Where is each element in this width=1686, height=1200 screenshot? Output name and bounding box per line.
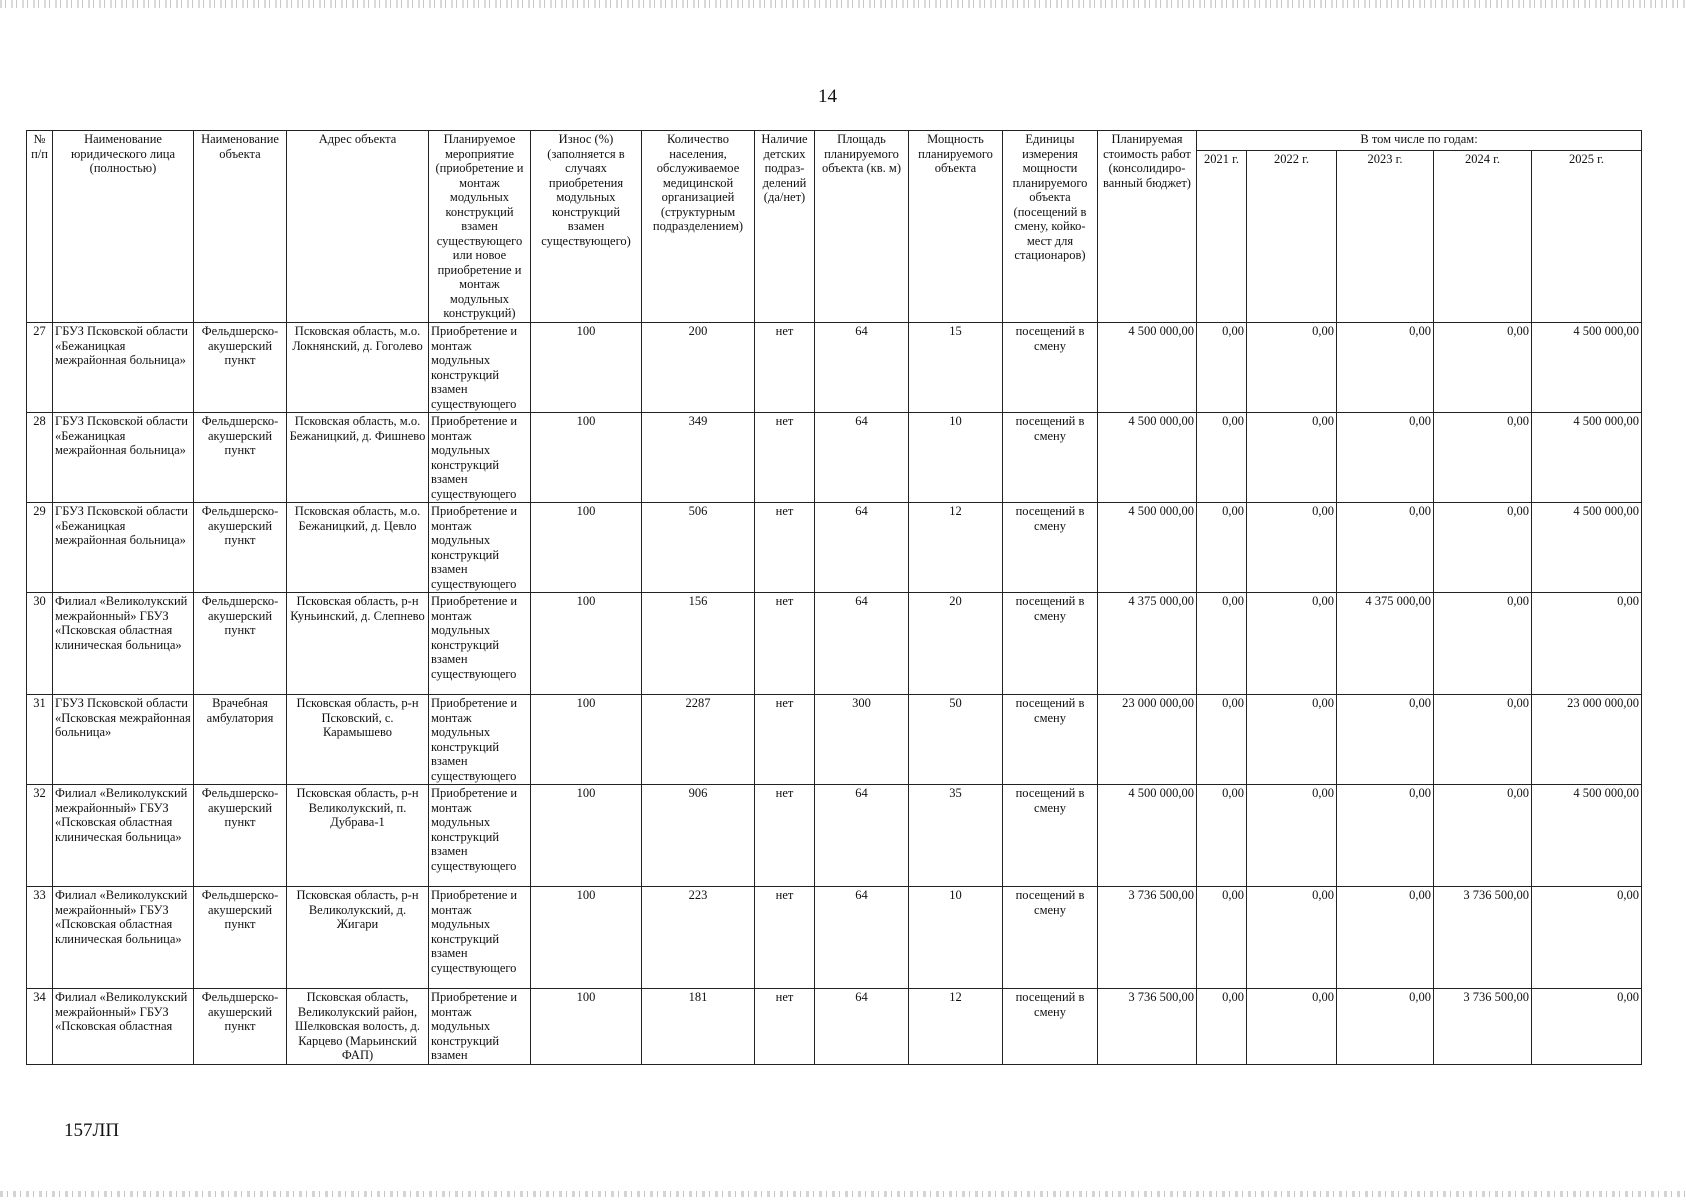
cost-2025: 4 500 000,00 (1532, 413, 1642, 503)
table-body (27, 323, 1642, 1065)
object-address: Псковская область, р-н Великолукский, д. Жигари (287, 887, 429, 989)
planned-cost: 4 500 000,00 (1098, 413, 1197, 503)
object-name: Врачебная амбулатория (194, 695, 287, 785)
object-capacity: 20 (909, 593, 1003, 695)
object-address: Псковская область, р-н Куньинский, д. Слепнево (287, 593, 429, 695)
legal-entity-name: ГБУЗ Псковской области «Бежаницкая межрайонная больница» (53, 413, 194, 503)
wear-percent: 100 (531, 413, 642, 503)
capacity-units: посещений в смену (1003, 695, 1098, 785)
header-num: № п/п (27, 131, 53, 323)
wear-percent: 100 (531, 887, 642, 989)
cost-2025: 0,00 (1532, 887, 1642, 989)
page-number: 14 (818, 86, 837, 107)
cost-2022: 0,00 (1247, 989, 1337, 1065)
cost-2024: 3 736 500,00 (1434, 989, 1532, 1065)
planned-event: Приобретение и монтаж модульных конструкций взамен существующего (429, 887, 531, 989)
table-row (27, 413, 1642, 503)
cost-2023: 0,00 (1337, 503, 1434, 593)
header-area: Площадь планируемого объекта (кв. м) (815, 131, 909, 323)
header-legal-name: Наименование юридического лица (полностью) (53, 131, 194, 323)
object-area: 64 (815, 887, 909, 989)
header-wear: Износ (%) (заполняется в случаях приобретения модульных конструкций взамен существующего) (531, 131, 642, 323)
children-units: нет (755, 503, 815, 593)
scan-edge-top (0, 0, 1686, 8)
cost-2021: 0,00 (1197, 413, 1247, 503)
cost-2023: 0,00 (1337, 887, 1434, 989)
object-address: Псковская область, м.о. Бежаницкий, д. Фишнево (287, 413, 429, 503)
cost-2024: 0,00 (1434, 785, 1532, 887)
wear-percent: 100 (531, 989, 642, 1065)
planned-cost: 3 736 500,00 (1098, 989, 1197, 1065)
object-capacity: 10 (909, 887, 1003, 989)
row-number: 31 (27, 695, 53, 785)
cost-2025: 4 500 000,00 (1532, 503, 1642, 593)
cost-2025: 4 500 000,00 (1532, 323, 1642, 413)
object-address: Псковская область, р-н Великолукский, п. Дубрава-1 (287, 785, 429, 887)
cost-2024: 0,00 (1434, 323, 1532, 413)
header-year-2022: 2022 г. (1247, 151, 1337, 323)
planned-cost: 23 000 000,00 (1098, 695, 1197, 785)
cost-2024: 0,00 (1434, 593, 1532, 695)
wear-percent: 100 (531, 593, 642, 695)
object-area: 64 (815, 989, 909, 1065)
table-row (27, 695, 1642, 785)
table-header (27, 131, 1642, 323)
cost-2021: 0,00 (1197, 593, 1247, 695)
row-number: 34 (27, 989, 53, 1065)
planned-cost: 4 375 000,00 (1098, 593, 1197, 695)
object-address: Псковская область, м.о. Бежаницкий, д. Цевло (287, 503, 429, 593)
object-area: 64 (815, 413, 909, 503)
population-count: 506 (642, 503, 755, 593)
population-count: 349 (642, 413, 755, 503)
cost-2022: 0,00 (1247, 593, 1337, 695)
planned-cost: 3 736 500,00 (1098, 887, 1197, 989)
object-address: Псковская область, м.о. Локнянский, д. Гоголево (287, 323, 429, 413)
cost-2024: 0,00 (1434, 413, 1532, 503)
population-count: 906 (642, 785, 755, 887)
object-capacity: 50 (909, 695, 1003, 785)
legal-entity-name: Филиал «Великолукский межрайонный» ГБУЗ «Псковская областная клиническая больница» (53, 785, 194, 887)
capacity-units: посещений в смену (1003, 785, 1098, 887)
children-units: нет (755, 695, 815, 785)
header-by-years: В том числе по годам: (1197, 131, 1642, 151)
cost-2023: 4 375 000,00 (1337, 593, 1434, 695)
row-number: 32 (27, 785, 53, 887)
object-capacity: 15 (909, 323, 1003, 413)
capacity-units: посещений в смену (1003, 323, 1098, 413)
object-area: 300 (815, 695, 909, 785)
cost-2021: 0,00 (1197, 887, 1247, 989)
header-address: Адрес объекта (287, 131, 429, 323)
row-number: 30 (27, 593, 53, 695)
cost-2022: 0,00 (1247, 887, 1337, 989)
planned-event: Приобретение и монтаж модульных конструкций взамен существующего (429, 785, 531, 887)
children-units: нет (755, 989, 815, 1065)
planned-event: Приобретение и монтаж модульных конструкций взамен существующего (429, 323, 531, 413)
capacity-units: посещений в смену (1003, 887, 1098, 989)
legal-entity-name: ГБУЗ Псковской области «Бежаницкая межрайонная больница» (53, 323, 194, 413)
capacity-units: посещений в смену (1003, 593, 1098, 695)
object-area: 64 (815, 503, 909, 593)
object-name: Фельдшерско-акушерский пункт (194, 503, 287, 593)
header-units: Единицы измерения мощности планируемого объекта (посещений в смену, койко-мест для стационаров) (1003, 131, 1098, 323)
cost-2025: 0,00 (1532, 989, 1642, 1065)
cost-2022: 0,00 (1247, 695, 1337, 785)
object-name: Фельдшерско-акушерский пункт (194, 887, 287, 989)
table-row (27, 593, 1642, 695)
cost-2023: 0,00 (1337, 785, 1434, 887)
legal-entity-name: Филиал «Великолукский межрайонный» ГБУЗ «Псковская областная клиническая больница» (53, 593, 194, 695)
children-units: нет (755, 593, 815, 695)
capacity-units: посещений в смену (1003, 413, 1098, 503)
object-name: Фельдшерско-акушерский пункт (194, 989, 287, 1065)
header-year-2021: 2021 г. (1197, 151, 1247, 323)
header-capacity: Мощность планируемого объекта (909, 131, 1003, 323)
wear-percent: 100 (531, 785, 642, 887)
cost-2025: 0,00 (1532, 593, 1642, 695)
cost-2024: 0,00 (1434, 695, 1532, 785)
population-count: 200 (642, 323, 755, 413)
header-population: Количество населения, обслуживаемое медицинской организацией (структурным подразделением) (642, 131, 755, 323)
cost-2021: 0,00 (1197, 323, 1247, 413)
object-address: Псковская область, р-н Псковский, с. Карамышево (287, 695, 429, 785)
cost-2021: 0,00 (1197, 785, 1247, 887)
wear-percent: 100 (531, 503, 642, 593)
capacity-units: посещений в смену (1003, 989, 1098, 1065)
object-name: Фельдшерско-акушерский пункт (194, 323, 287, 413)
cost-2024: 3 736 500,00 (1434, 887, 1532, 989)
planned-event: Приобретение и монтаж модульных конструкций взамен существующего (429, 695, 531, 785)
planned-cost: 4 500 000,00 (1098, 785, 1197, 887)
children-units: нет (755, 323, 815, 413)
document-code: 157ЛП (64, 1120, 120, 1141)
object-name: Фельдшерско-акушерский пункт (194, 785, 287, 887)
row-number: 27 (27, 323, 53, 413)
cost-2023: 0,00 (1337, 989, 1434, 1065)
legal-entity-name: Филиал «Великолукский межрайонный» ГБУЗ «Псковская областная клиническая больница» (53, 887, 194, 989)
planned-cost: 4 500 000,00 (1098, 323, 1197, 413)
population-count: 2287 (642, 695, 755, 785)
header-cost: Планируемая стоимость работ (консолидиро- ванный бюджет) (1098, 131, 1197, 323)
planned-cost: 4 500 000,00 (1098, 503, 1197, 593)
cost-2021: 0,00 (1197, 503, 1247, 593)
cost-2022: 0,00 (1247, 323, 1337, 413)
object-capacity: 35 (909, 785, 1003, 887)
planned-event: Приобретение и монтаж модульных конструкций взамен существующего (429, 593, 531, 695)
wear-percent: 100 (531, 695, 642, 785)
cost-2025: 23 000 000,00 (1532, 695, 1642, 785)
header-event: Планируемое мероприятие (приобретение и монтаж модульных конструкций взамен существующего или новое приобретение и монтаж модульных конструкций) (429, 131, 531, 323)
table-row (27, 323, 1642, 413)
planned-event: Приобретение и монтаж модульных конструкций взамен существующего (429, 413, 531, 503)
children-units: нет (755, 785, 815, 887)
header-object-name: Наименование объекта (194, 131, 287, 323)
population-count: 223 (642, 887, 755, 989)
header-year-2024: 2024 г. (1434, 151, 1532, 323)
cost-2023: 0,00 (1337, 413, 1434, 503)
table-row (27, 989, 1642, 1065)
object-capacity: 12 (909, 989, 1003, 1065)
header-year-2025: 2025 г. (1532, 151, 1642, 323)
planned-event: Приобретение и монтаж модульных конструкций взамен (429, 989, 531, 1065)
children-units: нет (755, 887, 815, 989)
legal-entity-name: ГБУЗ Псковской области «Псковская межрайонная больница» (53, 695, 194, 785)
table-row (27, 503, 1642, 593)
row-number: 28 (27, 413, 53, 503)
population-count: 181 (642, 989, 755, 1065)
object-area: 64 (815, 323, 909, 413)
object-capacity: 12 (909, 503, 1003, 593)
header-year-2023: 2023 г. (1337, 151, 1434, 323)
table-row (27, 785, 1642, 887)
cost-2021: 0,00 (1197, 695, 1247, 785)
wear-percent: 100 (531, 323, 642, 413)
legal-entity-name: ГБУЗ Псковской области «Бежаницкая межрайонная больница» (53, 503, 194, 593)
object-capacity: 10 (909, 413, 1003, 503)
cost-2023: 0,00 (1337, 695, 1434, 785)
population-count: 156 (642, 593, 755, 695)
cost-2022: 0,00 (1247, 503, 1337, 593)
planned-event: Приобретение и монтаж модульных конструкций взамен существующего (429, 503, 531, 593)
row-number: 33 (27, 887, 53, 989)
children-units: нет (755, 413, 815, 503)
object-address: Псковская область, Великолукский район, Шелковская волость, д. Карцево (Марьинский ФАП) (287, 989, 429, 1065)
scan-edge-bottom (0, 1191, 1686, 1197)
row-number: 29 (27, 503, 53, 593)
cost-2022: 0,00 (1247, 785, 1337, 887)
cost-2024: 0,00 (1434, 503, 1532, 593)
facilities-table (26, 130, 1642, 1065)
cost-2023: 0,00 (1337, 323, 1434, 413)
cost-2025: 4 500 000,00 (1532, 785, 1642, 887)
object-area: 64 (815, 785, 909, 887)
object-name: Фельдшерско-акушерский пункт (194, 593, 287, 695)
table-row (27, 887, 1642, 989)
header-children: Наличие детских подраз- делений (да/нет) (755, 131, 815, 323)
cost-2022: 0,00 (1247, 413, 1337, 503)
object-name: Фельдшерско-акушерский пункт (194, 413, 287, 503)
object-area: 64 (815, 593, 909, 695)
cost-2021: 0,00 (1197, 989, 1247, 1065)
legal-entity-name: Филиал «Великолукский межрайонный» ГБУЗ «Псковская областная (53, 989, 194, 1065)
capacity-units: посещений в смену (1003, 503, 1098, 593)
